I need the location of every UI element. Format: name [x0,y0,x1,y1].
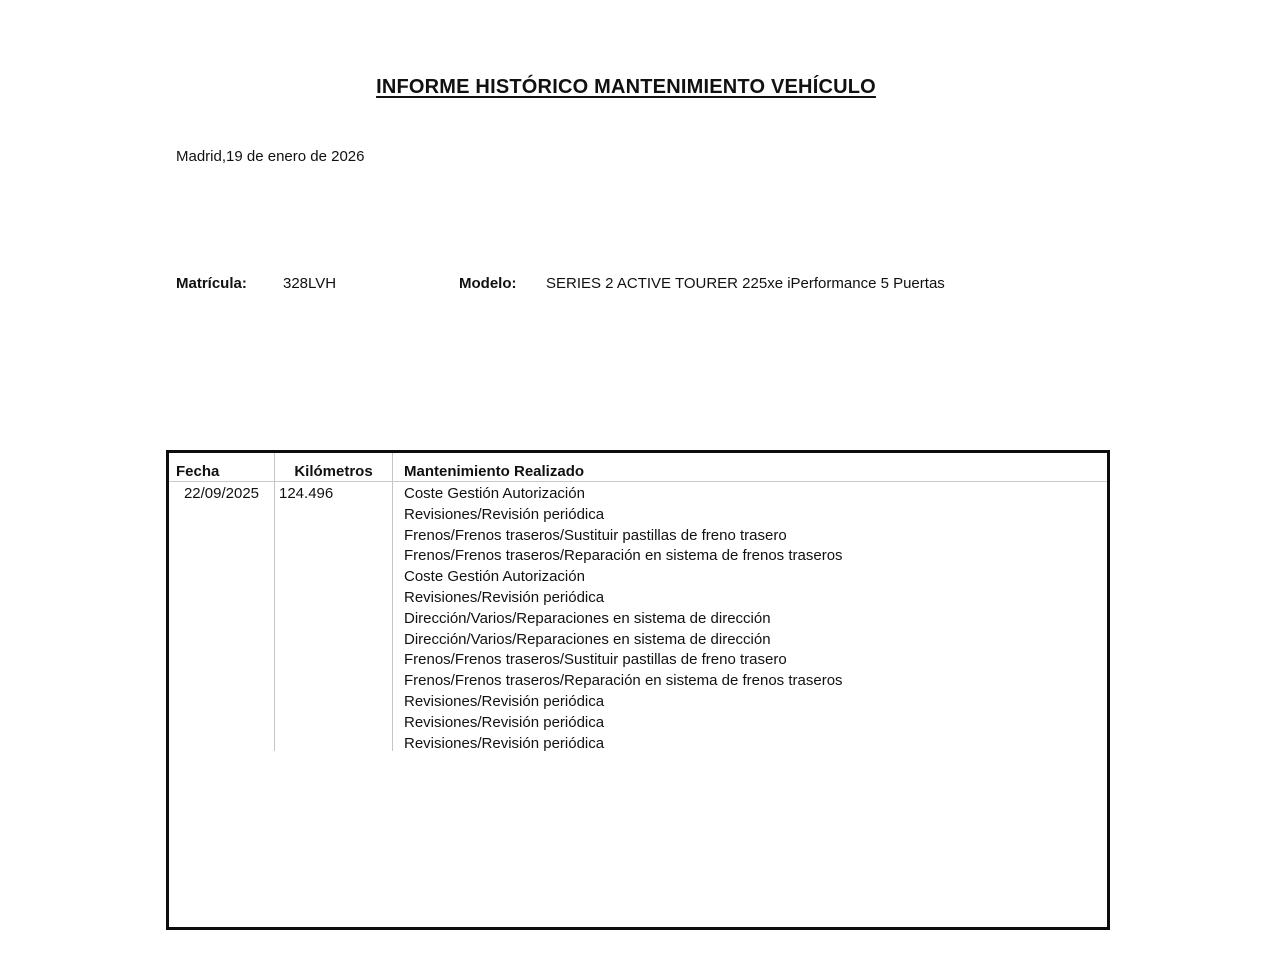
maintenance-item: Frenos/Frenos traseros/Sustituir pastillas de freno trasero [404,526,787,544]
place-date-line: Madrid,19 de enero de 2026 [176,148,365,165]
page-title: INFORME HISTÓRICO MANTENIMIENTO VEHÍCULO [376,76,876,98]
matricula-value: 328LVH [283,275,337,292]
maintenance-item: Revisiones/Revisión periódica [404,734,605,752]
maintenance-item: Revisiones/Revisión periódica [404,588,605,606]
maintenance-item: Coste Gestión Autorización [404,485,585,502]
maintenance-item: Revisiones/Revisión periódica [404,505,605,523]
maintenance-item: Frenos/Frenos traseros/Reparación en sistema de frenos traseros [404,547,843,565]
table-header-fecha: Fecha [176,463,220,480]
maintenance-item: Revisiones/Revisión periódica [404,713,605,731]
cell-kilometros: 124.496 [279,485,334,502]
maintenance-item: Dirección/Varios/Reparaciones en sistema de dirección [404,609,771,627]
header-divider-line [169,481,1107,482]
maintenance-item: Frenos/Frenos traseros/Reparación en sistema de frenos traseros [404,672,843,690]
maintenance-list [404,484,843,754]
maintenance-item: Frenos/Frenos traseros/Sustituir pastillas de freno trasero [404,651,787,669]
maintenance-item: Revisiones/Revisión periódica [404,692,605,710]
maintenance-item: Coste Gestión Autorización [404,568,585,586]
modelo-value: SERIES 2 ACTIVE TOURER 225xe iPerformance 5 Puertas [546,275,945,292]
column-divider-km-mant [392,453,393,751]
table-header-kilometros: Kilómetros [294,463,373,480]
column-divider-fecha-km [274,453,275,751]
modelo-label: Modelo: [459,275,517,292]
matricula-label: Matrícula: [176,275,247,292]
maintenance-history-table [166,450,1110,930]
maintenance-item: Dirección/Varios/Reparaciones en sistema de dirección [404,630,771,648]
cell-fecha: 22/09/2025 [183,485,260,502]
table-header-mantenimiento: Mantenimiento Realizado [404,463,585,480]
